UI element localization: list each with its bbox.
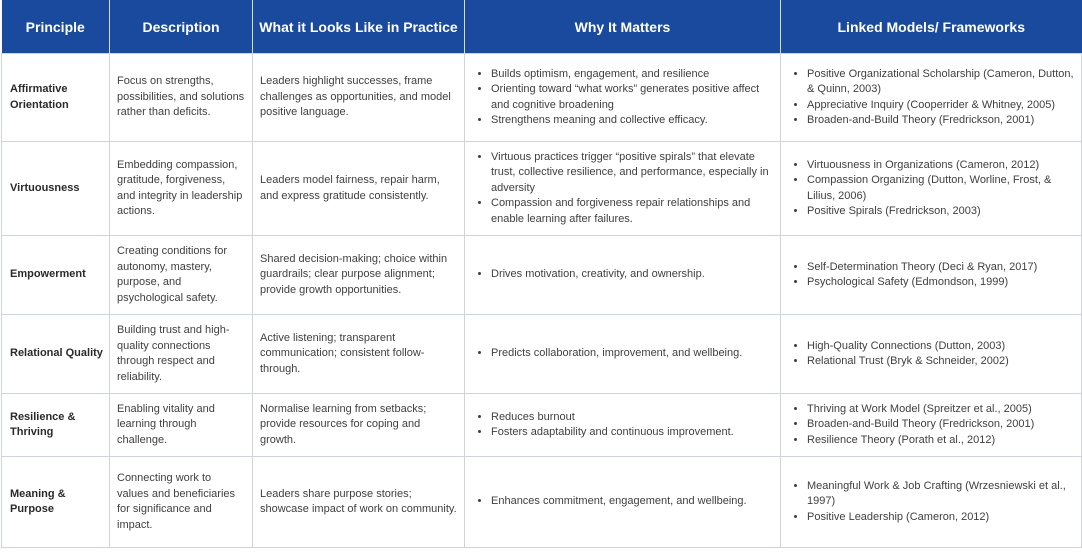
- header-description: Description: [110, 0, 253, 54]
- practice-cell: Normalise learning from setbacks; provide resources for coping and growth.: [253, 394, 465, 457]
- table-row: [2, 394, 1082, 457]
- why-cell: [465, 142, 781, 236]
- header-why: Why It Matters: [465, 0, 781, 54]
- why-cell: [465, 236, 781, 315]
- principle-cell: Relational Quality: [2, 315, 110, 394]
- why-cell: [465, 54, 781, 142]
- practice-cell: Leaders model fairness, repair harm, and express gratitude consistently.: [253, 142, 465, 236]
- description-cell: Connecting work to values and beneficiaries for significance and impact.: [110, 457, 253, 548]
- principles-table: [1, 0, 1082, 548]
- models-cell: [781, 142, 1082, 236]
- models-cell: [781, 54, 1082, 142]
- model-item: • Positive Spirals (Fredrickson, 2003): [807, 204, 1075, 220]
- why-item: • Builds optimism, engagement, and resilience: [491, 67, 774, 83]
- table-row: [2, 54, 1082, 142]
- model-item: • Self-Determination Theory (Deci & Ryan, 2017): [807, 260, 1075, 276]
- principle-cell: Meaning & Purpose: [2, 457, 110, 548]
- table-row: [2, 457, 1082, 548]
- why-item: • Virtuous practices trigger “positive spirals” that elevate trust, collective resilience, and performance, especially in adversity: [491, 150, 774, 197]
- model-item: • Positive Leadership (Cameron, 2012): [807, 510, 1075, 526]
- model-item: • Broaden-and-Build Theory (Fredrickson, 2001): [807, 417, 1075, 433]
- model-item: • Resilience Theory (Porath et al., 2012): [807, 433, 1075, 449]
- header-models: Linked Models/ Frameworks: [781, 0, 1082, 54]
- model-item: • Meaningful Work & Job Crafting (Wrzesniewski et al., 1997): [807, 479, 1075, 510]
- practice-cell: Leaders highlight successes, frame challenges as opportunities, and model positive language.: [253, 54, 465, 142]
- description-cell: Creating conditions for autonomy, mastery, purpose, and psychological safety.: [110, 236, 253, 315]
- principle-cell: Resilience & Thriving: [2, 394, 110, 457]
- principle-cell: Affirmative Orientation: [2, 54, 110, 142]
- models-cell: [781, 236, 1082, 315]
- why-cell: [465, 457, 781, 548]
- principle-cell: Virtuousness: [2, 142, 110, 236]
- model-item: • Relational Trust (Bryk & Schneider, 2002): [807, 354, 1075, 370]
- header-practice: What it Looks Like in Practice: [253, 0, 465, 54]
- table-row: [2, 315, 1082, 394]
- why-item: • Reduces burnout: [491, 410, 774, 426]
- why-item: • Drives motivation, creativity, and ownership.: [491, 267, 774, 283]
- why-cell: [465, 315, 781, 394]
- why-item: • Strengthens meaning and collective efficacy.: [491, 113, 774, 129]
- description-cell: Focus on strengths, possibilities, and solutions rather than deficits.: [110, 54, 253, 142]
- why-item: • Enhances commitment, engagement, and wellbeing.: [491, 494, 774, 510]
- why-item: • Compassion and forgiveness repair relationships and enable learning after failures.: [491, 196, 774, 227]
- why-item: • Predicts collaboration, improvement, and wellbeing.: [491, 346, 774, 362]
- model-item: • Psychological Safety (Edmondson, 1999): [807, 275, 1075, 291]
- header-row: [2, 0, 1082, 54]
- why-item: • Fosters adaptability and continuous improvement.: [491, 425, 774, 441]
- practice-cell: Leaders share purpose stories; showcase impact of work on community.: [253, 457, 465, 548]
- practice-cell: Active listening; transparent communication; consistent follow-through.: [253, 315, 465, 394]
- table-row: [2, 236, 1082, 315]
- model-item: • High-Quality Connections (Dutton, 2003): [807, 339, 1075, 355]
- model-item: • Virtuousness in Organizations (Cameron, 2012): [807, 158, 1075, 174]
- models-cell: [781, 315, 1082, 394]
- description-cell: Building trust and high-quality connections through respect and reliability.: [110, 315, 253, 394]
- principle-cell: Empowerment: [2, 236, 110, 315]
- model-item: • Appreciative Inquiry (Cooperrider & Whitney, 2005): [807, 98, 1075, 114]
- description-cell: Embedding compassion, gratitude, forgiveness, and integrity in leadership actions.: [110, 142, 253, 236]
- model-item: • Positive Organizational Scholarship (Cameron, Dutton, & Quinn, 2003): [807, 67, 1075, 98]
- description-cell: Enabling vitality and learning through challenge.: [110, 394, 253, 457]
- model-item: • Compassion Organizing (Dutton, Worline, Frost, & Lilius, 2006): [807, 173, 1075, 204]
- header-principle: Principle: [2, 0, 110, 54]
- models-cell: [781, 457, 1082, 548]
- models-cell: [781, 394, 1082, 457]
- table-row: [2, 142, 1082, 236]
- model-item: • Broaden-and-Build Theory (Fredrickson, 2001): [807, 113, 1075, 129]
- model-item: • Thriving at Work Model (Spreitzer et al., 2005): [807, 402, 1075, 418]
- practice-cell: Shared decision-making; choice within guardrails; clear purpose alignment; provide growth opportunities.: [253, 236, 465, 315]
- why-cell: [465, 394, 781, 457]
- why-item: • Orienting toward “what works” generates positive affect and cognitive broadening: [491, 82, 774, 113]
